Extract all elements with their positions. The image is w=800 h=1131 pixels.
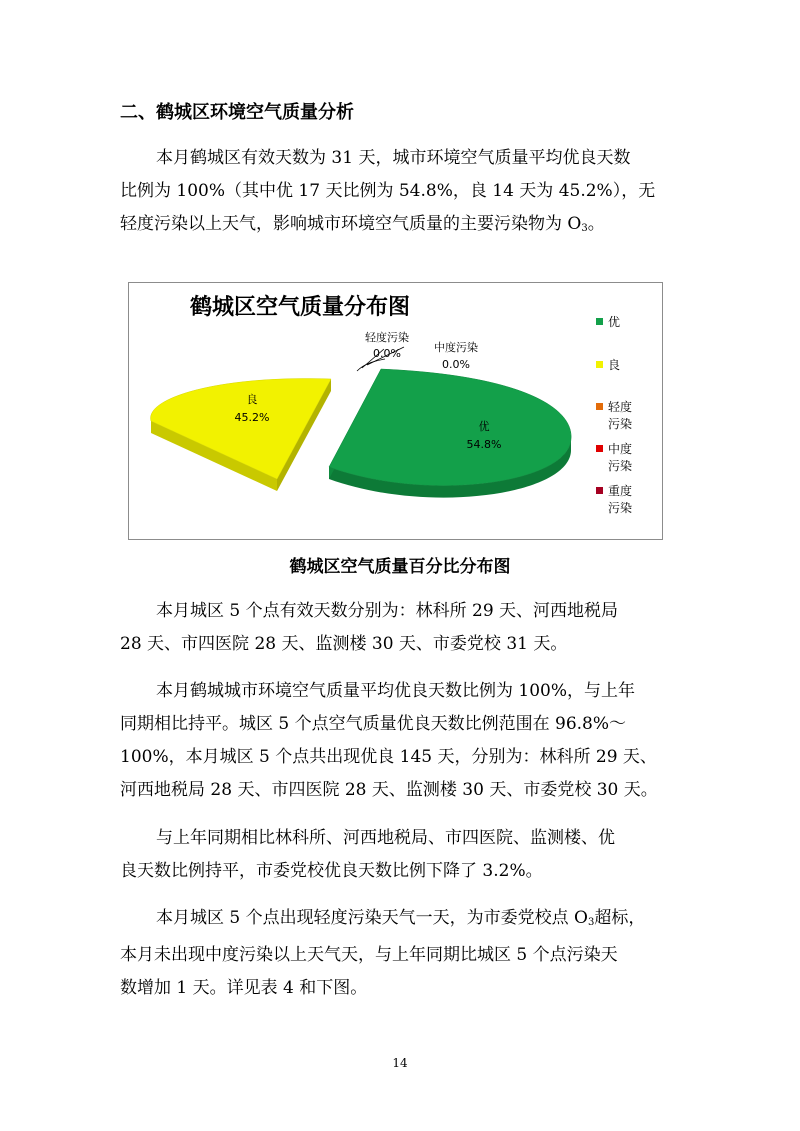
text-line <box>120 902 700 939</box>
pie-chart <box>128 282 663 540</box>
pie-chart-svg <box>129 283 662 539</box>
paragraph-pollution <box>120 902 700 1005</box>
chart-legend <box>596 314 632 515</box>
section-heading: 二、鹤城区环境空气质量分析 <box>120 102 354 123</box>
paragraph-summary <box>120 142 700 245</box>
legend-swatch <box>596 445 603 452</box>
subscript: 3 <box>587 917 595 928</box>
paragraph-comparison <box>120 822 700 888</box>
legend-label: 污染 <box>608 417 633 431</box>
data-label-value: 54.8% <box>466 438 502 451</box>
figure-caption: 鹤城区空气质量百分比分布图 <box>289 557 511 577</box>
text-line: 数增加 1 天。详见表 4 和下图。 <box>120 978 368 998</box>
legend-label: 中度 <box>608 442 633 456</box>
legend-swatch <box>596 487 603 494</box>
data-label-value: 45.2% <box>234 411 270 424</box>
legend-label: 污染 <box>608 459 633 473</box>
data-label-name: 轻度污染 <box>365 331 409 344</box>
chart-title: 鹤城区空气质量分布图 <box>189 295 411 320</box>
data-label-value: 0.0% <box>442 358 470 371</box>
legend-swatch <box>596 318 603 325</box>
text-line: 与上年同期相比林科所、河西地税局、市四医院、监测楼、优 <box>156 828 615 848</box>
legend-swatch <box>596 361 603 368</box>
legend-swatch <box>596 403 603 410</box>
subscript: 3 <box>581 223 588 234</box>
legend-label: 污染 <box>608 501 633 515</box>
data-label-name: 良 <box>246 393 258 406</box>
legend-label: 良 <box>608 358 621 372</box>
text-line: 本月城区 5 个点有效天数分别为：林科所 29 天、河西地税局 <box>156 601 619 621</box>
text-line <box>120 208 700 245</box>
text-fragment: 本月城区 5 个点出现轻度污染天气一天，为市委党校点 O <box>156 908 588 928</box>
text-fragment: 。 <box>587 214 605 234</box>
text-line: 良天数比例持平，市委党校优良天数比例下降了 3.2%。 <box>120 861 543 881</box>
text-line: 同期相比持平。城区 5 个点空气质量优良天数比例范围在 96.8%～ <box>120 714 627 734</box>
legend-label: 优 <box>608 315 621 329</box>
legend-label: 重度 <box>608 484 633 498</box>
text-line: 100%，本月城区 5 个点共出现优良 145 天，分别为：林科所 29 天、 <box>120 747 657 767</box>
text-line: 本月鹤城城市环境空气质量平均优良天数比例为 100%，与上年 <box>156 681 636 701</box>
text-line: 本月未出现中度污染以上天气天，与上年同期比城区 5 个点污染天 <box>120 945 618 965</box>
text-line: 28 天、市四医院 28 天、监测楼 30 天、市委党校 31 天。 <box>120 634 568 654</box>
text-fragment: 轻度污染以上天气，影响城市环境空气质量的主要污染物为 O <box>120 214 582 234</box>
pie-slice-excellent <box>329 369 571 498</box>
data-label-name: 优 <box>478 420 490 433</box>
text-line: 比例为 100%（其中优 17 天比例为 54.8%，良 14 天为 45.2%），无 <box>120 181 656 201</box>
pie-slice-good <box>151 379 331 491</box>
paragraph-valid-days <box>120 595 700 661</box>
data-label-value: 0.0% <box>373 347 401 360</box>
text-fragment: 超标， <box>594 908 646 928</box>
data-label-name: 中度污染 <box>434 341 478 354</box>
page-number: 14 <box>392 1056 408 1070</box>
legend-label: 轻度 <box>608 400 633 414</box>
text-line: 河西地税局 28 天、市四医院 28 天、监测楼 30 天、市委党校 30 天。 <box>120 780 658 800</box>
text-line: 本月鹤城区有效天数为 31 天，城市环境空气质量平均优良天数 <box>156 148 631 168</box>
paragraph-good-ratio <box>120 675 700 807</box>
